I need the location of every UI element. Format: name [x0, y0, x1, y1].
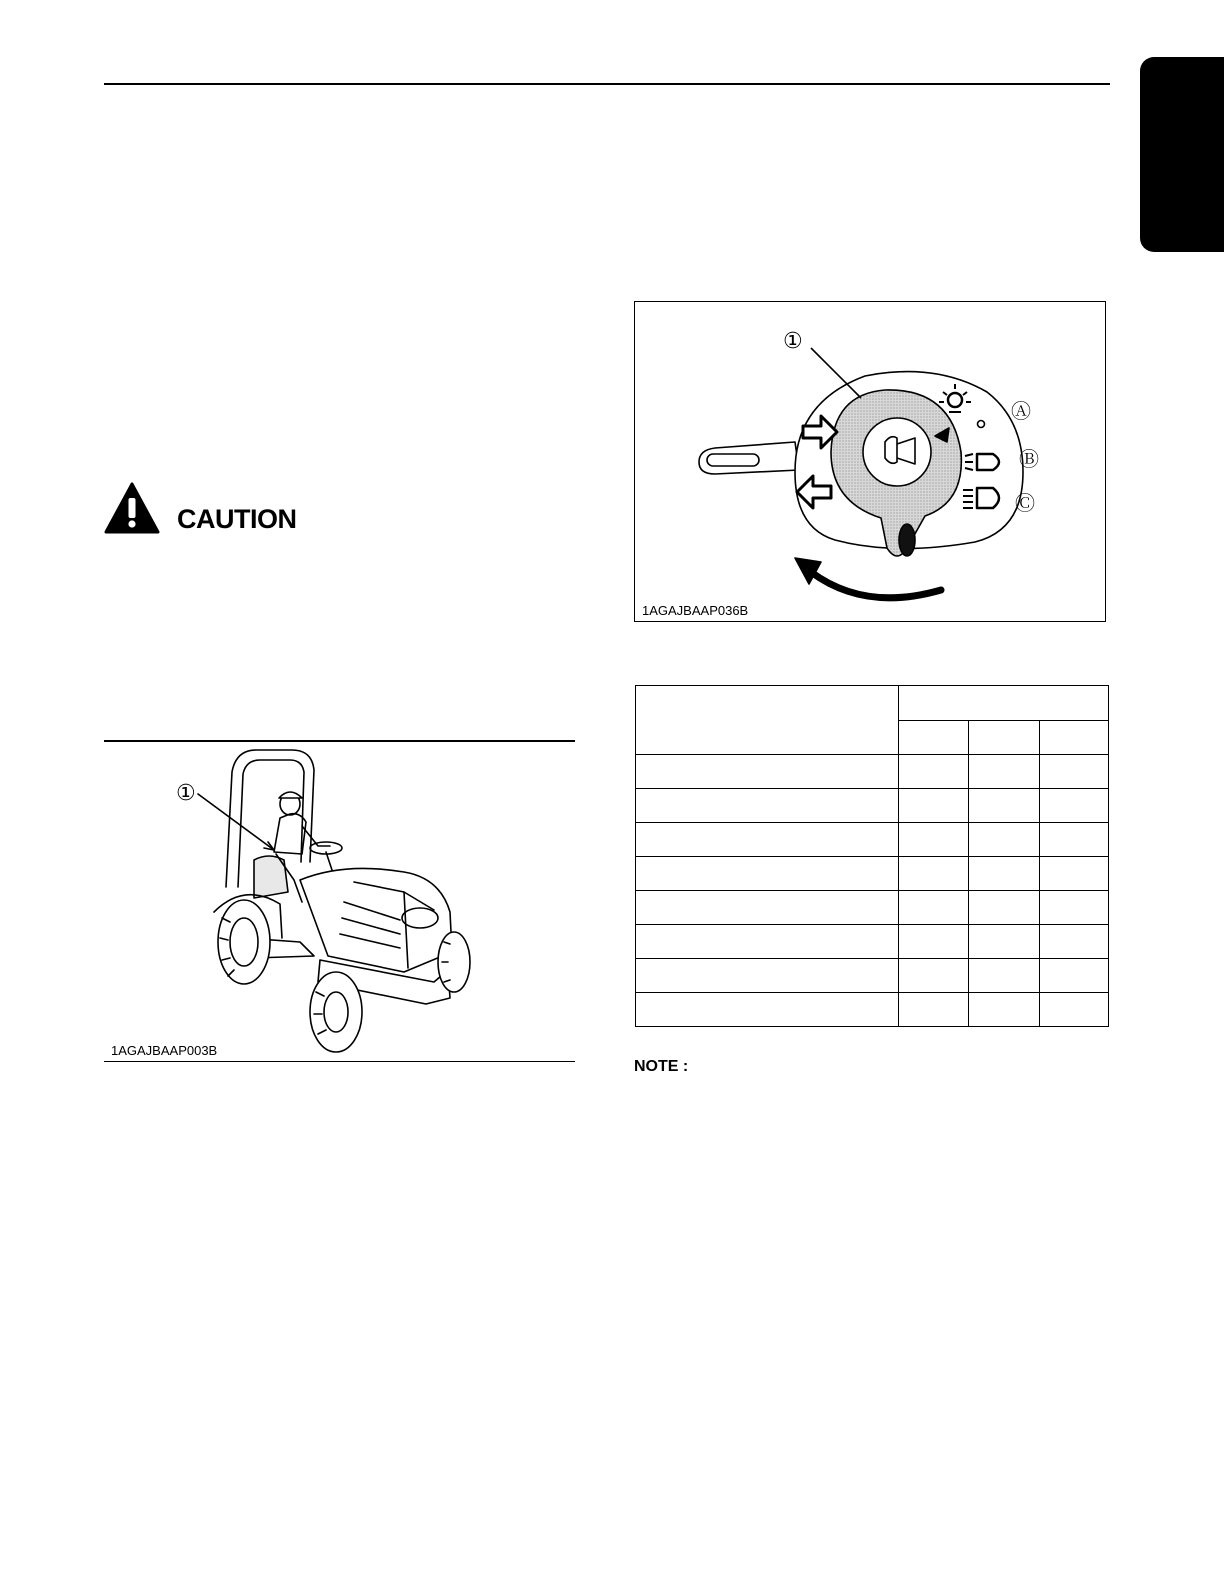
- table-cell: [636, 959, 899, 993]
- position-c-label: Ⓒ: [1015, 491, 1035, 515]
- table-subheader-cell: [969, 720, 1040, 755]
- table-cell: [899, 891, 969, 925]
- table-cell: [1040, 823, 1109, 857]
- section-thumb-tab: [1140, 57, 1224, 252]
- table-header-position-cell: [899, 686, 1109, 721]
- tractor-illustration: [104, 742, 575, 1061]
- table-cell: [636, 823, 899, 857]
- table-row: [636, 789, 1109, 823]
- table-cell: [636, 993, 899, 1027]
- table-cell: [636, 925, 899, 959]
- table-header-row: [636, 686, 1109, 721]
- switch-figure-code: 1AGAJBAAP036B: [642, 603, 749, 618]
- table-cell: [1040, 959, 1109, 993]
- table-cell: [969, 925, 1040, 959]
- table-cell: [969, 857, 1040, 891]
- table-row: [636, 959, 1109, 993]
- table-cell: [1040, 755, 1109, 789]
- light-switch-illustration: [635, 302, 1105, 621]
- table-cell: [899, 925, 969, 959]
- table-cell: [969, 959, 1040, 993]
- header-rule: [104, 83, 1110, 85]
- table-cell: [1040, 993, 1109, 1027]
- table-row: [636, 857, 1109, 891]
- table-cell: [1040, 857, 1109, 891]
- table-subheader-cell: [899, 720, 969, 755]
- light-switch-figure: [634, 301, 1106, 622]
- table-cell: [969, 823, 1040, 857]
- table-cell: [636, 755, 899, 789]
- table-cell: [636, 857, 899, 891]
- table-cell: [1040, 789, 1109, 823]
- table-subheader-cell: [1040, 720, 1109, 755]
- caution-heading: [104, 482, 364, 534]
- position-a-label: Ⓐ: [1011, 399, 1031, 423]
- table-cell: [899, 993, 969, 1027]
- tractor-callout: ①: [176, 781, 196, 806]
- table-row: [636, 891, 1109, 925]
- table-cell: [969, 755, 1040, 789]
- warning-triangle-icon: [104, 482, 160, 534]
- table-header-item-cell: [636, 686, 899, 755]
- table-row: [636, 755, 1109, 789]
- table-cell: [899, 857, 969, 891]
- table-cell: [969, 891, 1040, 925]
- tractor-figure-code: 1AGAJBAAP003B: [111, 1043, 218, 1058]
- table-row: [636, 823, 1109, 857]
- table-row: [636, 925, 1109, 959]
- table-cell: [969, 789, 1040, 823]
- caution-label: CAUTION: [177, 504, 297, 534]
- table-row: [636, 993, 1109, 1027]
- table-cell: [899, 755, 969, 789]
- light-switch-table: [635, 685, 1109, 1027]
- table-cell: [899, 823, 969, 857]
- table-cell: [1040, 891, 1109, 925]
- tractor-figure: [104, 740, 575, 1062]
- table-cell: [899, 959, 969, 993]
- table-cell: [636, 891, 899, 925]
- note-label: NOTE :: [634, 1058, 689, 1075]
- position-b-label: Ⓑ: [1019, 447, 1039, 471]
- table-cell: [969, 993, 1040, 1027]
- table-cell: [1040, 925, 1109, 959]
- table-cell: [636, 789, 899, 823]
- table-cell: [899, 789, 969, 823]
- switch-callout: ①: [783, 329, 803, 354]
